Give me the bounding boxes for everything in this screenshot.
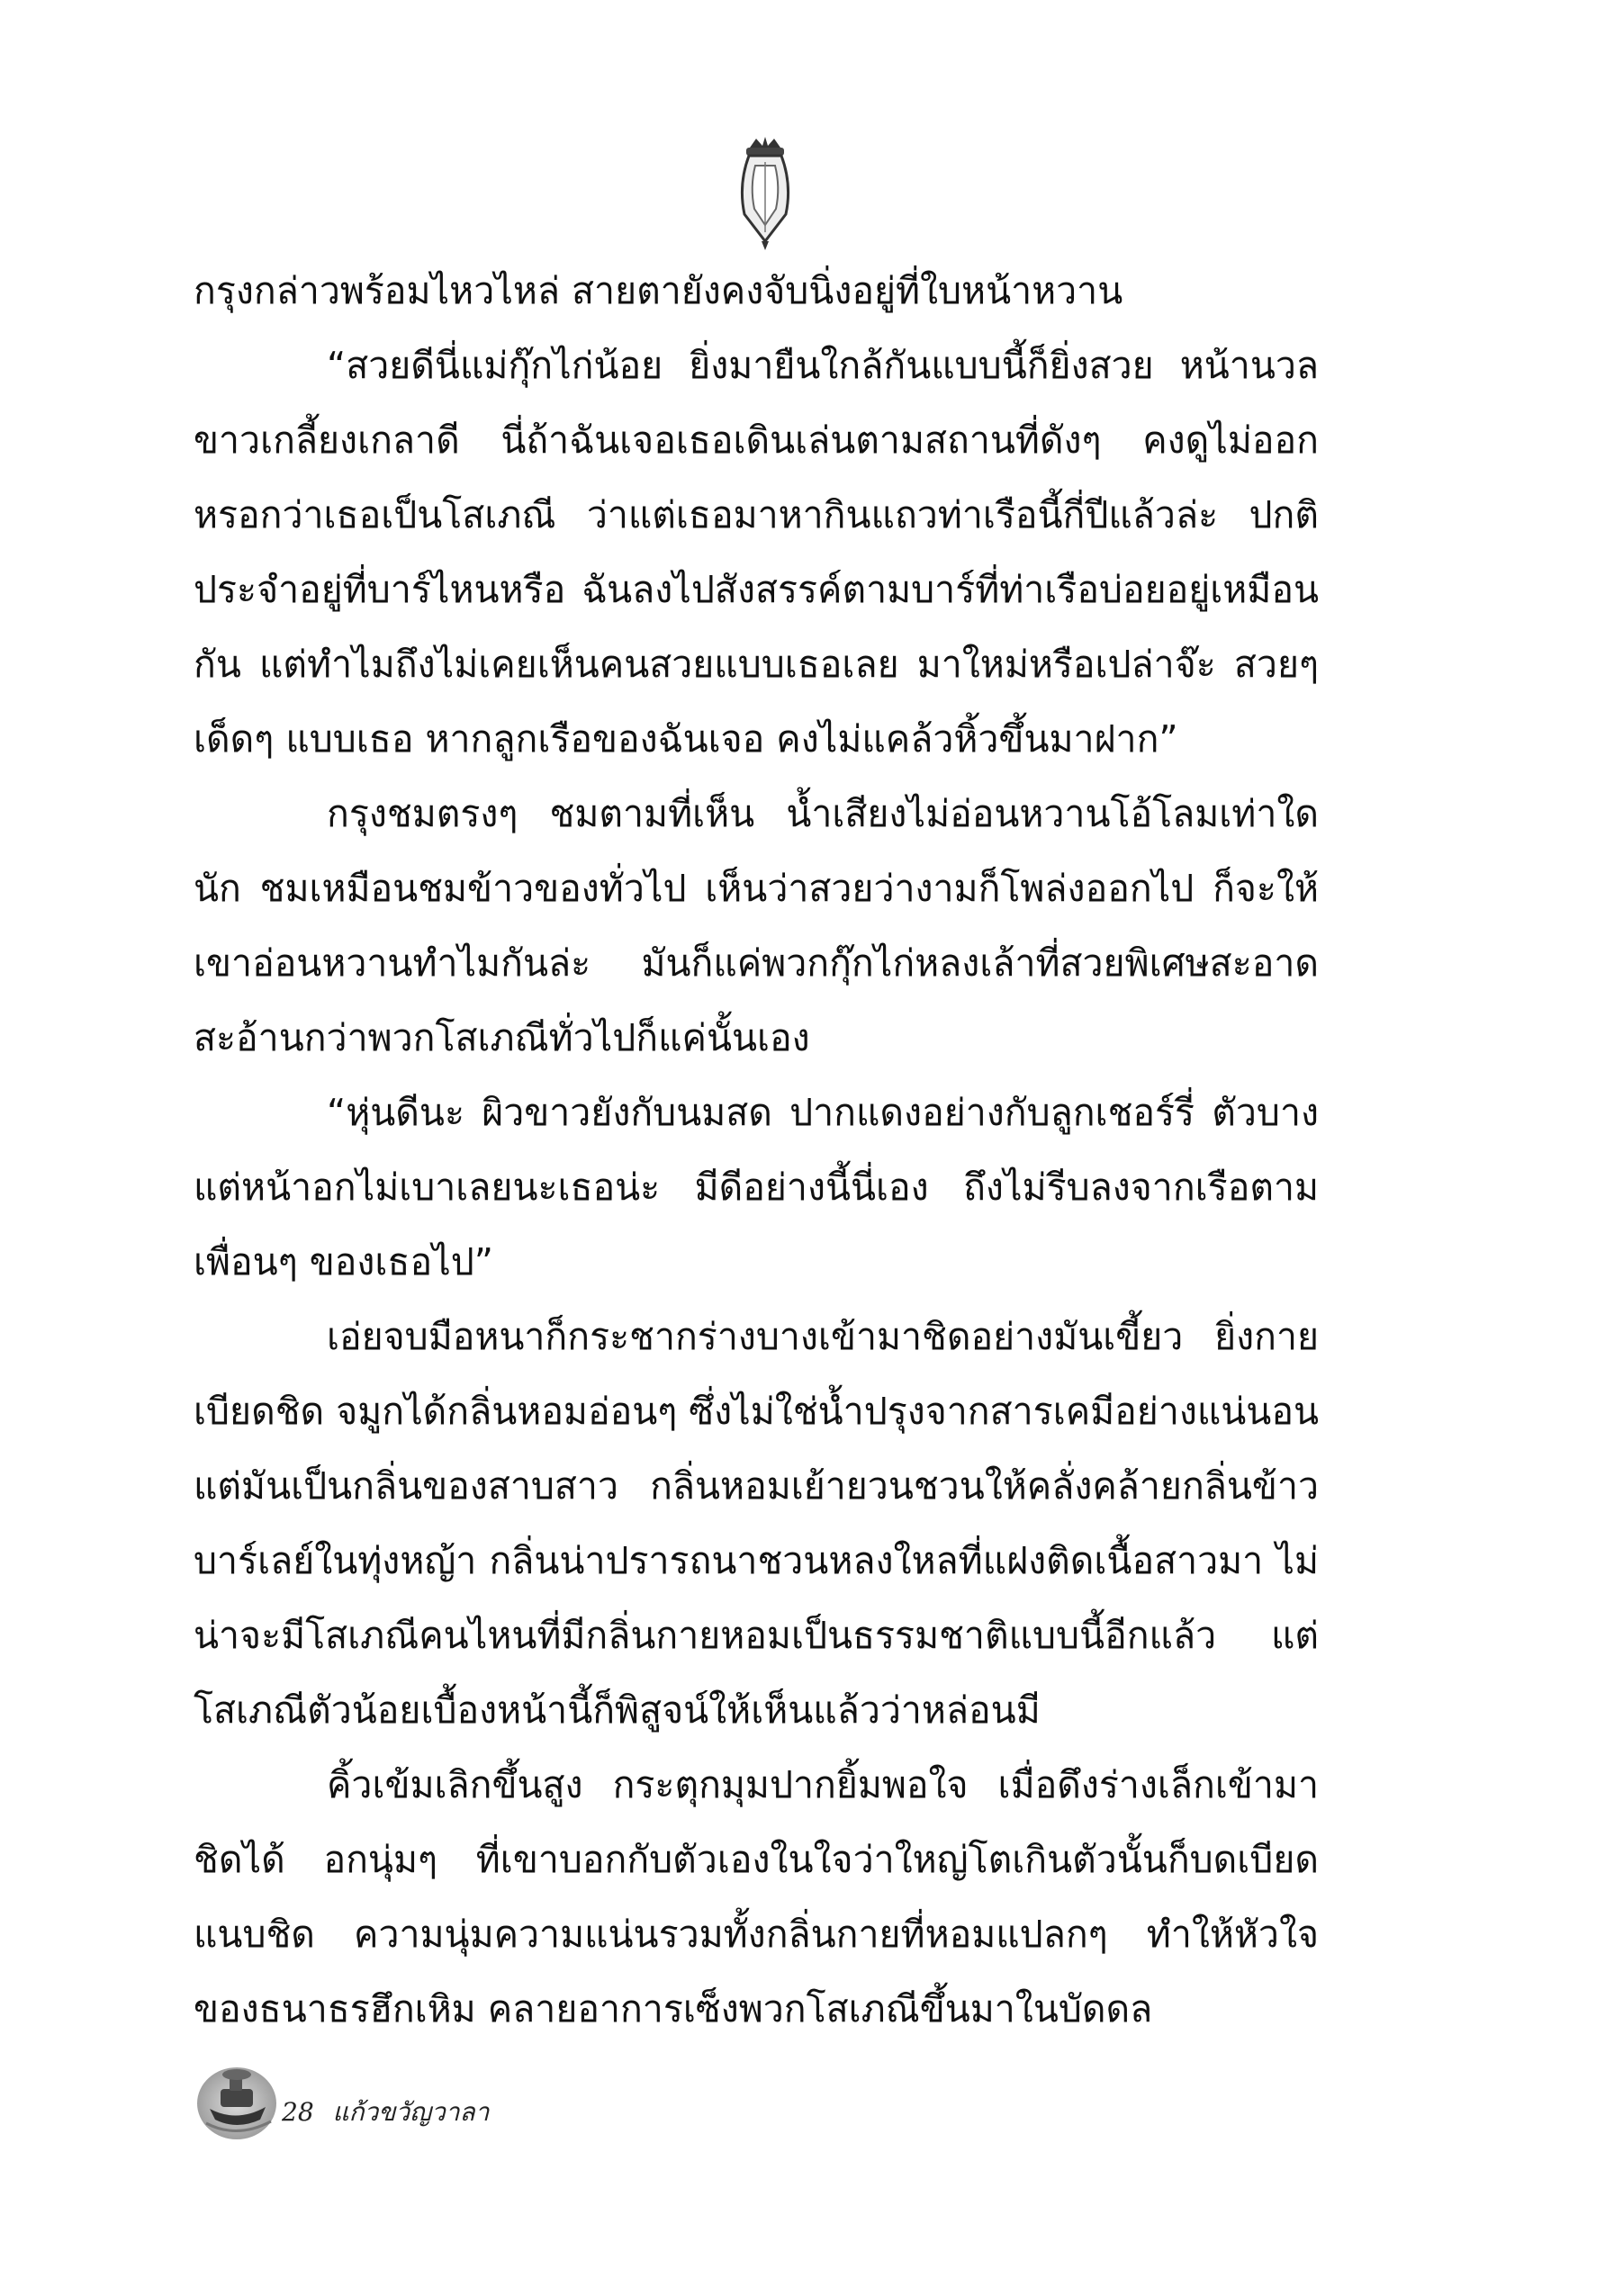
page-footer xyxy=(194,2057,734,2165)
lantern-ornament-icon xyxy=(725,135,806,252)
paragraph-6: คิ้วเข้มเลิกขึ้นสูง กระตุกมุมปากยิ้มพอใจ เมื่อดึงร่างเล็กเข้ามาชิดได้ อกนุ่มๆ ที่เขาบอกกับตัวเองในใจว่าใหญ่โตเกินตัวนั้นก็บดเบียดแนบชิด ความนุ่มความแน่นรวมทั้งกลิ่นกายที่หอมแปลกๆ ทำให้หัวใจของธนาธรฮึกเหิม คลายอาการเซ็งพวกโสเภณีขึ้นมาในบัดดล xyxy=(194,1763,1319,2030)
paragraph-4: “หุ่นดีนะ ผิวขาวยังกับนมสด ปากแดงอย่างกับลูกเชอร์รี่ ตัวบางแต่หน้าอกไม่เบาเลยนะเธอน่ะ มีดีอย่างนี้นี่เอง ถึงไม่รีบลงจากเรือตามเพื่อนๆ ของเธอไป” xyxy=(194,1091,1319,1283)
paragraph-3: กรุงชมตรงๆ ชมตามที่เห็น น้ำเสียงไม่อ่อนหวานโอ้โลมเท่าใดนัก ชมเหมือนชมข้าวของทั่วไป เห็นว่าสวยว่างามก็โพล่งออกไป ก็จะให้เขาอ่อนหวานทำไมกันล่ะ มันก็แค่พวกกุ๊กไก่หลงเล้าที่สวยพิเศษสะอาดสะอ้านกว่าพวกโสเภณีทั่วไปก็แค่นั้นเอง xyxy=(194,792,1319,1059)
book-title: แก้วขวัญวาลา xyxy=(332,2097,490,2127)
paragraph-5: เอ่ยจบมือหนาก็กระชากร่างบางเข้ามาชิดอย่างมันเขี้ยว ยิ่งกายเบียดชิด จมูกได้กลิ่นหอมอ่อนๆ ซึ่งไม่ใช่น้ำปรุงจากสารเคมีอย่างแน่นอน แต่มันเป็นกลิ่นของสาบสาว กลิ่นหอมเย้ายวนชวนให้คลั่งคล้ายกลิ่นข้าวบาร์เลย์ในทุ่งหญ้า กลิ่นน่าปรารถนาชวนหลงใหลที่แฝงติดเนื้อสาวมา ไม่น่าจะมีโสเภณีคนไหนที่มีกลิ่นกายหอมเป็นธรรมชาติแบบนี้อีกแล้ว แต่โสเภณีตัวน้อยเบื้องหน้านี้ก็พิสูจน์ให้เห็นแล้วว่าหล่อนมี xyxy=(194,1315,1319,1732)
paragraph-2: “สวยดีนี่แม่กุ๊กไก่น้อย ยิ่งมายืนใกล้กันแบบนี้ก็ยิ่งสวย หน้านวลขาวเกลี้ยงเกลาดี นี่ถ้าฉันเจอเธอเดินเล่นตามสถานที่ดังๆ คงดูไม่ออกหรอกว่าเธอเป็นโสเภณี ว่าแต่เธอมาหากินแถวท่าเรือนี้กี่ปีแล้วล่ะ ปกติประจำอยู่ที่บาร์ไหนหรือ ฉันลงไปสังสรรค์ตามบาร์ที่ท่าเรือบ่อยอยู่เหมือนกัน แต่ทำไมถึงไม่เคยเห็นคนสวยแบบเธอเลย มาใหม่หรือเปล่าจ๊ะ สวยๆ เด็ดๆ แบบเธอ หากลูกเรือของฉันเจอ คงไม่แคล้วหิ้วขึ้นมาฝาก” xyxy=(194,344,1319,761)
page-number: 28 xyxy=(282,2097,314,2127)
footer-caption xyxy=(282,2093,489,2132)
paragraph-1: กรุงกล่าวพร้อมไหวไหล่ สายตายังคงจับนิ่งอยู่ที่ใบหน้าหวาน xyxy=(194,269,1123,312)
ship-emblem-icon xyxy=(194,2057,284,2147)
body-text xyxy=(194,254,1319,2047)
